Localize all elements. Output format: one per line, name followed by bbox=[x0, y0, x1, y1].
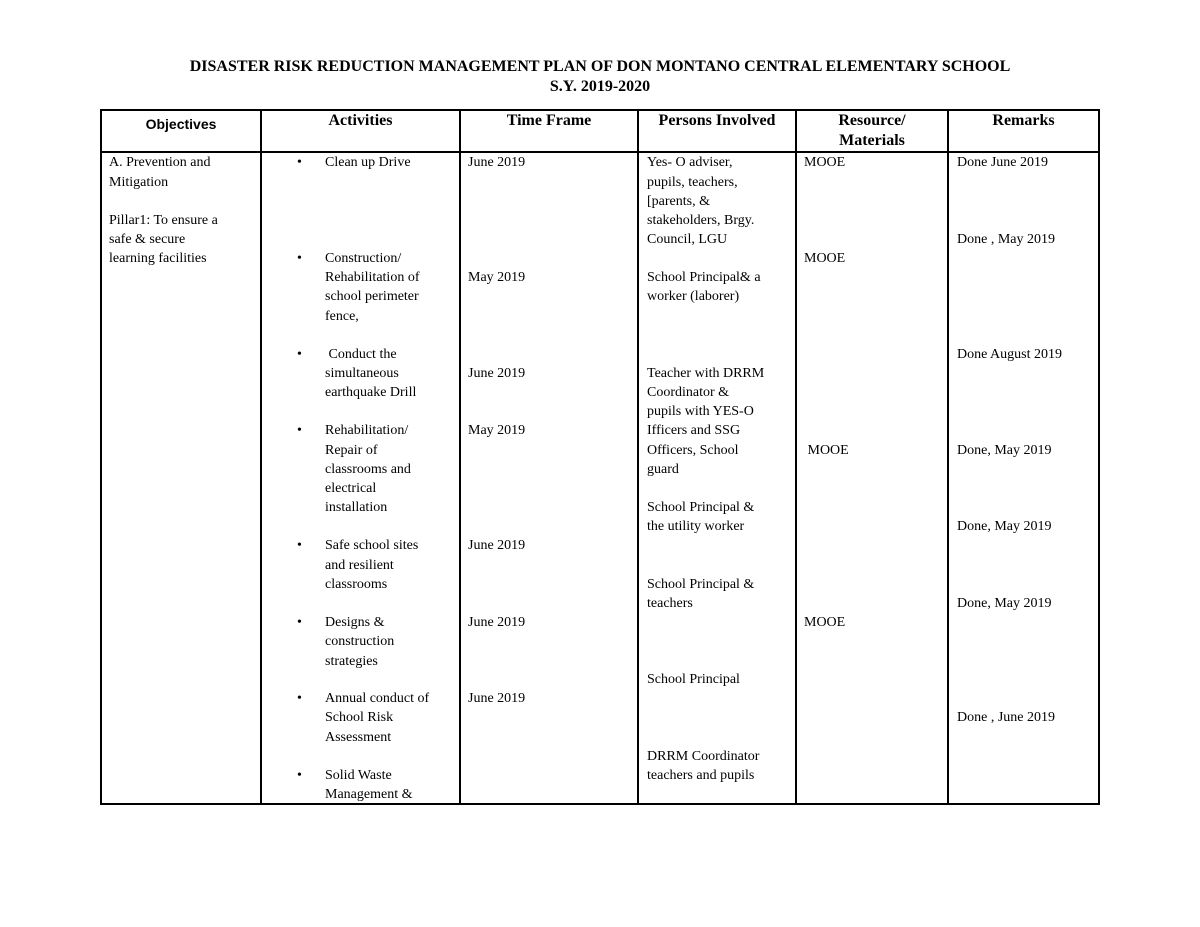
persons-text: teachers bbox=[647, 596, 693, 611]
persons-text: teachers and pupils bbox=[647, 768, 755, 783]
activity-text: Solid Waste bbox=[325, 768, 392, 783]
persons-text: stakeholders, Brgy. bbox=[647, 213, 755, 228]
persons-text: School Principal bbox=[647, 672, 740, 687]
bullet-icon: • bbox=[297, 251, 302, 266]
objective-text: learning facilities bbox=[109, 251, 207, 266]
persons-text: guard bbox=[647, 462, 679, 477]
resource-cell: MOOE bbox=[804, 615, 846, 630]
persons-text: the utility worker bbox=[647, 519, 745, 534]
persons-text: pupils, teachers, bbox=[647, 175, 738, 190]
persons-text: pupils with YES-O bbox=[647, 404, 754, 419]
table-border-bottom bbox=[100, 803, 1100, 805]
resource-cell: MOOE bbox=[804, 443, 849, 458]
header-remarks: Remarks bbox=[992, 112, 1055, 129]
activity-text: Clean up Drive bbox=[325, 155, 411, 170]
persons-text: School Principal & bbox=[647, 577, 755, 592]
activity-text: Repair of bbox=[325, 443, 378, 458]
persons-text: School Principal& a bbox=[647, 270, 761, 285]
column-border bbox=[637, 109, 639, 805]
activity-text: classrooms and bbox=[325, 462, 411, 477]
activity-text: classrooms bbox=[325, 577, 388, 592]
remarks-cell: Done, May 2019 bbox=[957, 443, 1052, 458]
remarks-cell: Done August 2019 bbox=[957, 347, 1062, 362]
persons-text: [parents, & bbox=[647, 194, 710, 209]
time-frame-cell: May 2019 bbox=[468, 270, 526, 285]
bullet-icon: • bbox=[297, 155, 302, 170]
header-resource: Resource/ bbox=[838, 112, 906, 129]
activity-text: School Risk bbox=[325, 710, 394, 725]
activity-text: Rehabilitation of bbox=[325, 270, 420, 285]
column-border bbox=[947, 109, 949, 805]
activity-text: strategies bbox=[325, 654, 378, 669]
activity-text: electrical bbox=[325, 481, 377, 496]
column-border bbox=[100, 109, 102, 805]
plan-table bbox=[100, 109, 1100, 805]
column-border bbox=[459, 109, 461, 805]
bullet-icon: • bbox=[297, 615, 302, 630]
bullet-icon: • bbox=[297, 768, 302, 783]
bullet-icon: • bbox=[297, 691, 302, 706]
time-frame-cell: June 2019 bbox=[468, 155, 526, 170]
objective-text: Mitigation bbox=[109, 175, 169, 190]
header-activities: Activities bbox=[328, 112, 393, 129]
persons-text: Officers, School bbox=[647, 443, 739, 458]
school-year: S.Y. 2019-2020 bbox=[549, 78, 651, 95]
activity-text: Annual conduct of bbox=[325, 691, 430, 706]
activity-text: Construction/ bbox=[325, 251, 402, 266]
activity-text: simultaneous bbox=[325, 366, 399, 381]
remarks-cell: Done , May 2019 bbox=[957, 232, 1055, 247]
column-border bbox=[795, 109, 797, 805]
remarks-cell: Done, May 2019 bbox=[957, 596, 1052, 611]
document-title: DISASTER RISK REDUCTION MANAGEMENT PLAN OF DON MONTANO CENTRAL ELEMENTARY SCHOOL bbox=[189, 58, 1011, 75]
header-materials: Materials bbox=[839, 132, 905, 149]
activity-text: Safe school sites bbox=[325, 538, 419, 553]
activity-text: Designs & bbox=[325, 615, 385, 630]
activity-text: installation bbox=[325, 500, 388, 515]
persons-text: worker (laborer) bbox=[647, 289, 740, 304]
objective-text: Pillar1: To ensure a bbox=[109, 213, 218, 228]
activity-text: Rehabilitation/ bbox=[325, 423, 409, 438]
objective-text: A. Prevention and bbox=[109, 155, 211, 170]
persons-text: Teacher with DRRM bbox=[647, 366, 765, 381]
persons-text: DRRM Coordinator bbox=[647, 749, 760, 764]
header-persons-involved: Persons Involved bbox=[658, 112, 776, 129]
time-frame-cell: May 2019 bbox=[468, 423, 526, 438]
time-frame-cell: June 2019 bbox=[468, 538, 526, 553]
bullet-icon: • bbox=[297, 423, 302, 438]
header-divider bbox=[100, 151, 1100, 153]
header-time-frame: Time Frame bbox=[506, 112, 592, 129]
activity-text: Management & bbox=[325, 787, 413, 802]
remarks-cell: Done , June 2019 bbox=[957, 710, 1055, 725]
activity-text: Assessment bbox=[325, 730, 392, 745]
resource-cell: MOOE bbox=[804, 155, 846, 170]
persons-text: Ifficers and SSG bbox=[647, 423, 741, 438]
header-objectives: Objectives bbox=[145, 116, 217, 132]
remarks-cell: Done, May 2019 bbox=[957, 519, 1052, 534]
objective-text: safe & secure bbox=[109, 232, 186, 247]
resource-cell: MOOE bbox=[804, 251, 846, 266]
column-border bbox=[260, 109, 262, 805]
persons-text: Coordinator & bbox=[647, 385, 730, 400]
activity-text: and resilient bbox=[325, 558, 394, 573]
activity-text: earthquake Drill bbox=[325, 385, 417, 400]
time-frame-cell: June 2019 bbox=[468, 615, 526, 630]
remarks-cell: Done June 2019 bbox=[957, 155, 1048, 170]
persons-text: Yes- O adviser, bbox=[647, 155, 733, 170]
activity-text: Conduct the bbox=[325, 347, 397, 362]
column-border bbox=[1098, 109, 1100, 805]
activity-text: fence, bbox=[325, 309, 359, 324]
bullet-icon: • bbox=[297, 347, 302, 362]
time-frame-cell: June 2019 bbox=[468, 691, 526, 706]
time-frame-cell: June 2019 bbox=[468, 366, 526, 381]
persons-text: School Principal & bbox=[647, 500, 755, 515]
bullet-icon: • bbox=[297, 538, 302, 553]
activity-text: construction bbox=[325, 634, 395, 649]
persons-text: Council, LGU bbox=[647, 232, 728, 247]
activity-text: school perimeter bbox=[325, 289, 419, 304]
